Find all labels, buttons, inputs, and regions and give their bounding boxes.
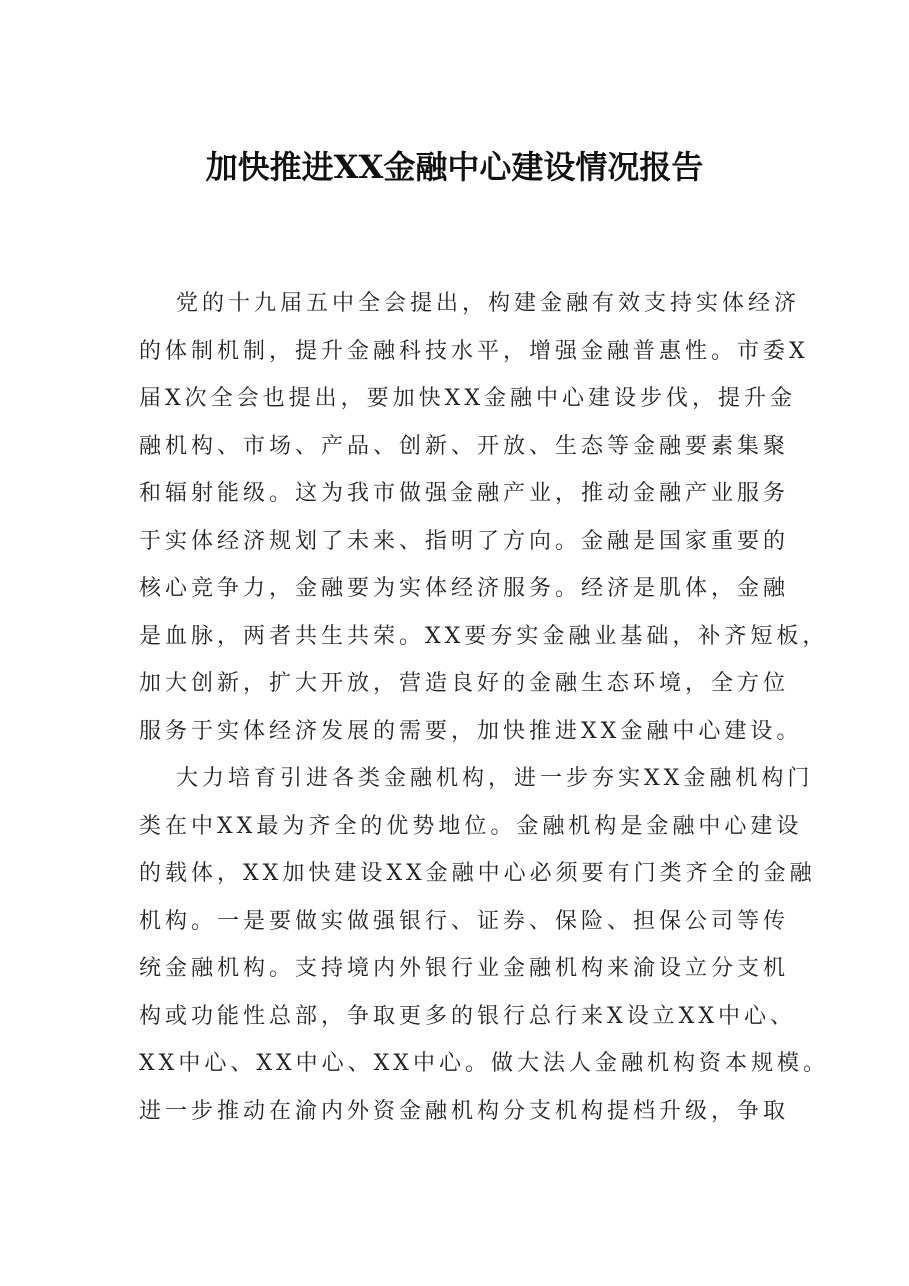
paragraph-line: 融机构、市场、产品、创新、开放、生态等金融要素集聚: [139, 433, 790, 459]
paragraph-line: 进一步推动在渝内外资金融机构分支机构提档升级，争取: [139, 1098, 790, 1124]
paragraph-line: 服务于实体经济发展的需要，加快推进XX金融中心建设。: [139, 718, 803, 744]
paragraph-line: 是血脉，两者共生共荣。XX要夯实金融业基础，补齐短板，: [139, 623, 829, 649]
paragraph-line: XX中心、XX中心、XX中心。做大法人金融机构资本规模。: [139, 1051, 829, 1076]
paragraph-line: 统金融机构。支持境内外银行业金融机构来渝设立分支机: [139, 956, 790, 981]
paragraph-line: 和辐射能级。这为我市做强金融产业，推动金融产业服务: [139, 481, 790, 506]
paragraph-1: [139, 280, 829, 755]
paragraph-line: 党的十九届五中全会提出，构建金融有效支持实体经济: [176, 291, 801, 316]
paragraph-line: 核心竞争力，金融要为实体经济服务。经济是肌体，金融: [139, 576, 790, 601]
paragraph-line: 的体制机制，提升金融科技水平，增强金融普惠性。市委X: [139, 338, 809, 364]
paragraph-line: 加大创新，扩大开放，营造良好的金融生态环境，全方位: [139, 671, 790, 696]
document-body: [139, 280, 829, 1135]
paragraph-line: 届X次全会也提出，要加快XX金融中心建设步伐，提升金: [139, 386, 796, 411]
paragraph-line: 大力培育引进各类金融机构，进一步夯实XX金融机构门: [176, 766, 814, 791]
paragraph-line: 构或功能性总部，争取更多的银行总行来X设立XX中心、: [139, 1003, 796, 1029]
paragraph-line: 于实体经济规划了未来、指明了方向。金融是国家重要的: [139, 528, 790, 554]
paragraph-line: 的载体，XX加快建设XX金融中心必须要有门类齐全的金融: [139, 861, 816, 886]
paragraph-line: 机构。一是要做实做强银行、证券、保险、担保公司等传: [139, 908, 790, 934]
paragraph-2: [139, 755, 829, 1135]
document-title: 加快推进XX金融中心建设情况报告: [205, 148, 704, 186]
paragraph-line: 类在中XX最为齐全的优势地位。金融机构是金融中心建设: [139, 813, 803, 839]
